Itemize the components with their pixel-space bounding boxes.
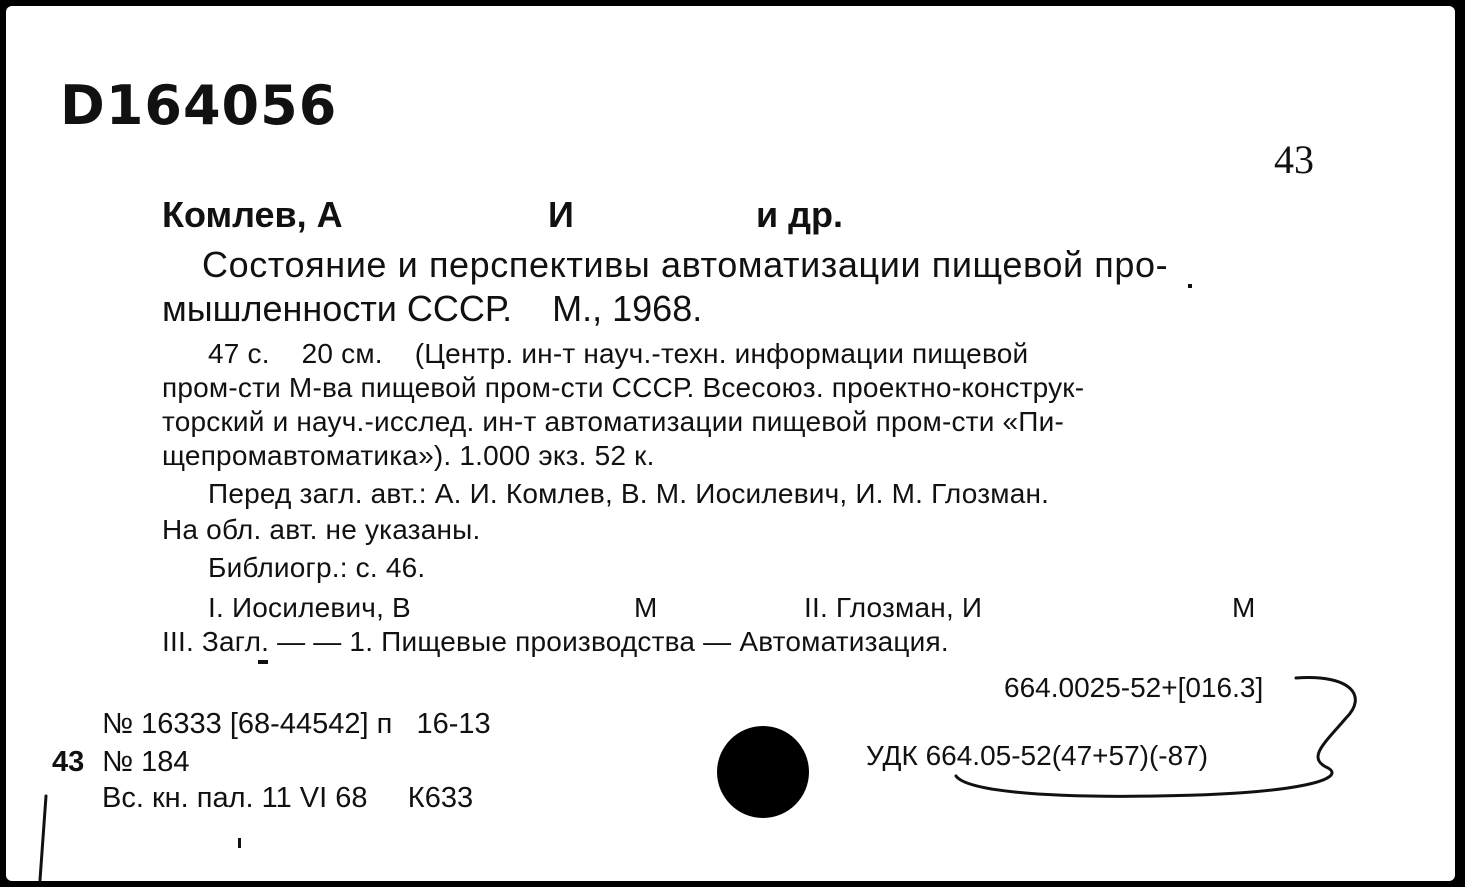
footer-line-2: № 184 bbox=[102, 746, 190, 778]
added-entry-3: III. Загл. — — 1. Пищевые производства — Автоматизация. bbox=[162, 626, 949, 657]
classification-number: 664.0025-52+[016.3] bbox=[1004, 672, 1264, 703]
description-line-3: торский и науч.-исслед. ин-т автоматизации пищевой пром-сти «Пи- bbox=[162, 406, 1064, 437]
added-entry-1-initial: М bbox=[634, 592, 658, 623]
added-entry-2-initial: М bbox=[1232, 592, 1256, 623]
footer-line-1: № 16333 [68-44542] п 16-13 bbox=[102, 708, 491, 740]
footer-line-2-prefix: 43 bbox=[52, 746, 85, 778]
title-line-2: мышленности СССР. М., 1968. bbox=[162, 288, 703, 329]
title-line-1: Состояние и перспективы автоматизации пищевой про- bbox=[202, 244, 1169, 285]
handwritten-code: D164056 bbox=[60, 74, 338, 137]
added-entry-1: I. Иосилевич, В bbox=[208, 592, 411, 623]
author-et-al: и др. bbox=[756, 194, 843, 235]
author-initial: И bbox=[548, 194, 574, 235]
pen-marks bbox=[6, 6, 1455, 881]
description-line-6: На обл. авт. не указаны. bbox=[162, 514, 481, 545]
catalog-card bbox=[6, 6, 1455, 881]
udk-code: УДК 664.05-52(47+57)(-87) bbox=[866, 740, 1209, 771]
author-surname: Комлев, А bbox=[162, 194, 343, 235]
footer-line-3: Вс. кн. пал. 11 VI 68 К633 bbox=[102, 782, 474, 814]
bibliography-line: Библиогр.: с. 46. bbox=[208, 552, 426, 583]
corner-number: 43 bbox=[1274, 137, 1314, 182]
added-entry-2: II. Глозман, И bbox=[804, 592, 983, 623]
description-line-1: 47 с. 20 см. (Центр. ин-т науч.-техн. информации пищевой bbox=[208, 338, 1029, 369]
description-line-4: щепромавтоматика»). 1.000 экз. 52 к. bbox=[162, 440, 655, 471]
description-line-2: пром-сти М-ва пищевой пром-сти СССР. Всесоюз. проектно-конструк- bbox=[162, 372, 1085, 403]
description-line-5: Перед загл. авт.: А. И. Комлев, В. М. Иосилевич, И. М. Глозман. bbox=[208, 478, 1050, 509]
